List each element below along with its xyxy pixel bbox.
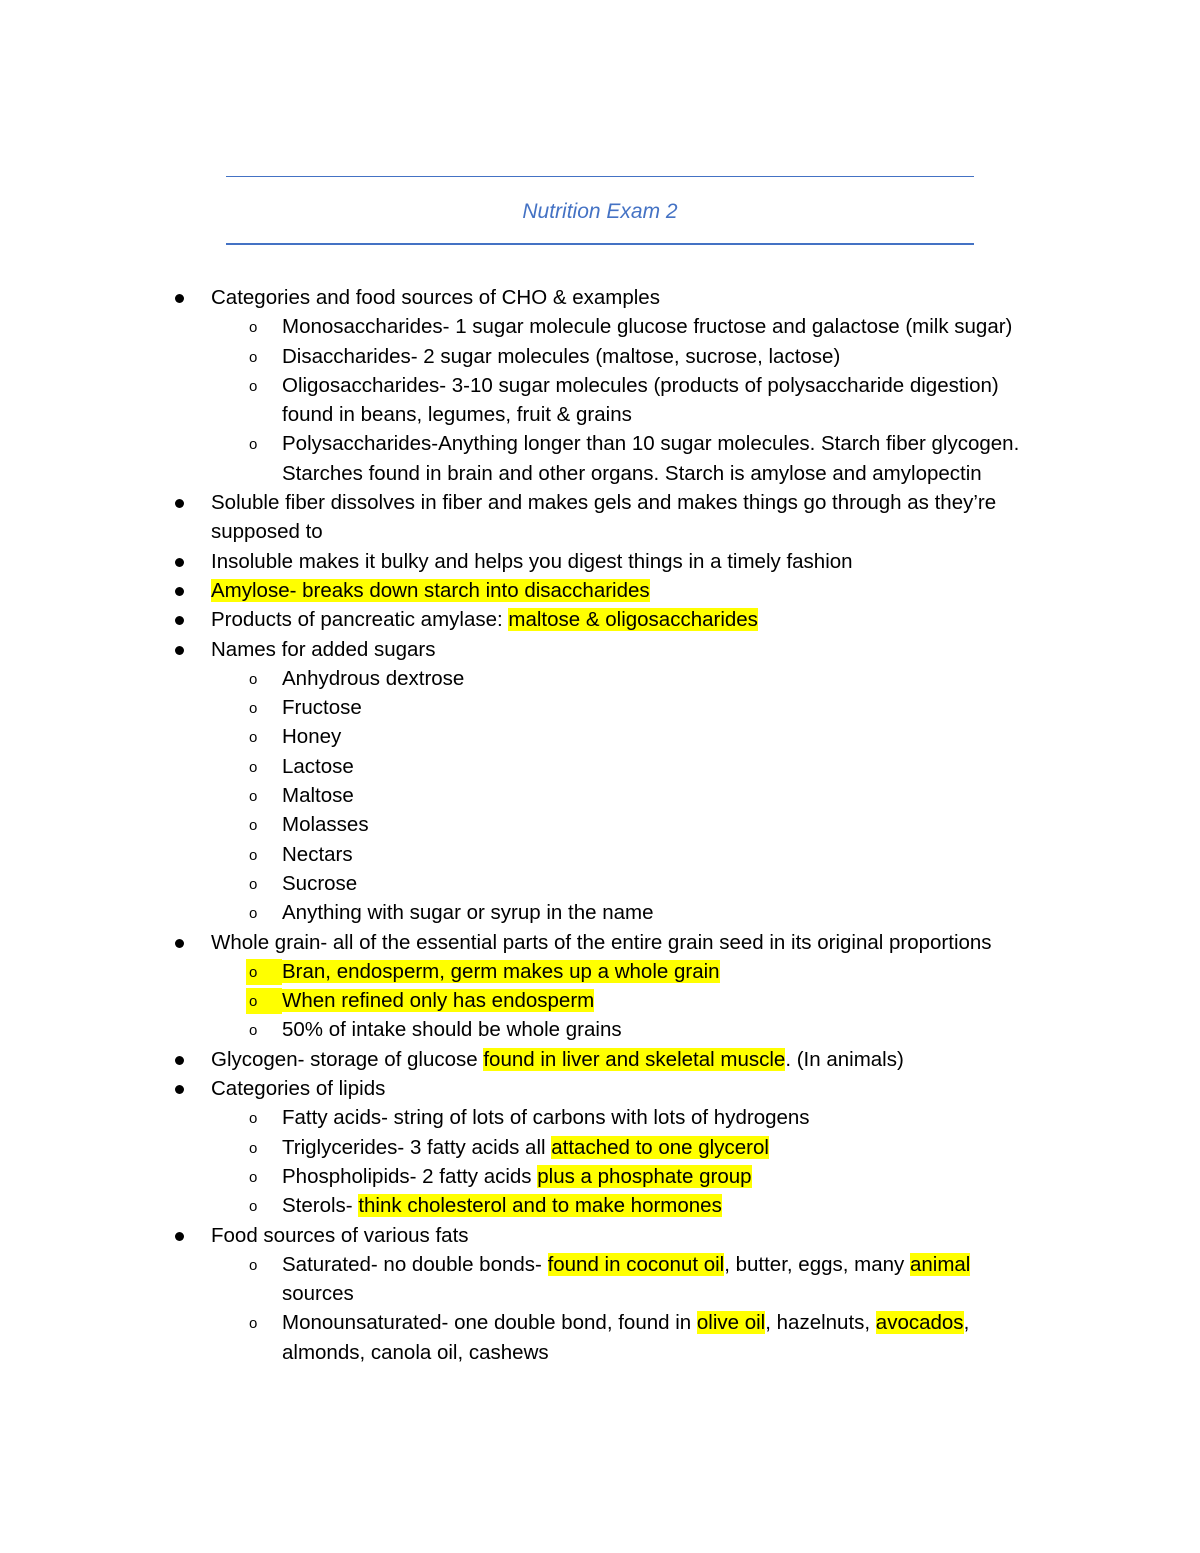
sub-bullet-icon: o [249,846,258,864]
bullet-icon [175,587,184,596]
sub-list-item: o Fructose [0,693,1200,722]
sub-bullet-icon: o [249,758,258,776]
highlighted-text: found in coconut oil [547,1252,725,1276]
sub-list-item: o Lactose [0,752,1200,781]
sub-bullet-icon: o [249,993,258,1011]
sub-list-item: o Monounsaturated- one double bond, found in olive oil, hazelnuts, avocados, [0,1308,1200,1337]
bullet-icon [175,1085,184,1094]
sub-bullet-icon: o [249,319,258,337]
highlighted-text: think cholesterol and to make hormones [358,1194,722,1218]
bullet-icon [175,616,184,625]
document-title: Nutrition Exam 2 [522,200,678,223]
sub-bullet-icon: o [249,700,258,718]
sub-list-item-continuation: Starches found in brain and other organs. Starch is amylose and amylopectin [282,461,982,485]
highlighted-text: maltose & oligosaccharides [508,608,758,632]
sub-list-item: o Monosaccharides- 1 sugar molecule glucose fructose and galactose (milk sugar) [0,312,1200,341]
sub-bullet-icon: o [249,905,258,923]
notes-list [0,283,1200,1367]
list-item: Insoluble makes it bulky and helps you digest things in a timely fashion [0,547,1200,576]
sub-bullet-icon: o [249,1256,258,1274]
sub-list-item-continuation: found in beans, legumes, fruit & grains [282,403,632,427]
sub-list-item: o Sterols- think cholesterol and to make hormones [0,1191,1200,1220]
sub-bullet-icon: o [249,348,258,366]
bullet-icon [175,939,184,948]
bullet-icon [175,294,184,303]
sub-list-item: o Saturated- no double bonds- found in coconut oil, butter, eggs, many animal [0,1250,1200,1279]
sub-list-item: o Honey [0,722,1200,751]
list-item: Names for added sugars [0,635,1200,664]
bullet-icon [175,499,184,508]
highlighted-text: attached to one glycerol [551,1135,769,1159]
sub-bullet-icon: o [249,1110,258,1128]
sub-list-item: o 50% of intake should be whole grains [0,1015,1200,1044]
sub-bullet-icon: o [249,1139,258,1157]
sub-list-item: o Maltose [0,781,1200,810]
sub-bullet-icon: o [249,963,258,981]
sub-bullet-icon: o [249,1022,258,1040]
bullet-icon [175,1056,184,1065]
highlighted-text: plus a phosphate group [537,1164,752,1188]
title-top-rule [226,176,974,177]
sub-list-item: o Disaccharides- 2 sugar molecules (maltose, sucrose, lactose) [0,342,1200,371]
highlighted-text: found in liver and skeletal muscle [483,1047,786,1071]
highlighted-text: avocados [875,1311,964,1335]
sub-list-item: o Molasses [0,810,1200,839]
sub-list-item: o Anhydrous dextrose [0,664,1200,693]
sub-list-item: o Phospholipids- 2 fatty acids plus a phosphate group [0,1162,1200,1191]
sub-list-item: o Nectars [0,840,1200,869]
sub-bullet-icon: o [249,436,258,454]
sub-bullet-icon: o [249,875,258,893]
bullet-icon [175,558,184,567]
sub-list-item-continuation: sources [282,1282,354,1306]
sub-bullet-icon: o [249,377,258,395]
sub-list-item [0,957,1200,986]
sub-bullet-icon: o [249,729,258,747]
sub-bullet-icon: o [249,817,258,835]
sub-bullet-icon: o [249,1168,258,1186]
highlighted-text: Amylose- breaks down starch into disaccharides [211,578,650,602]
list-item-continuation: supposed to [211,520,323,544]
sub-bullet-icon: o [249,1198,258,1216]
sub-list-item [0,986,1200,1015]
highlighted-text: When refined only has endosperm [282,989,595,1013]
bullet-icon [175,646,184,655]
sub-bullet-icon: o [249,670,258,688]
sub-list-item-continuation: almonds, canola oil, cashews [282,1340,549,1364]
highlighted-text: Bran, endosperm, germ makes up a whole grain [282,959,720,983]
list-item: Whole grain- all of the essential parts of the entire grain seed in its original proportions [0,928,1200,957]
list-item: Products of pancreatic amylase: maltose & oligosaccharides [0,605,1200,634]
title-bottom-rule [226,243,974,245]
highlighted-text: olive oil [696,1311,766,1335]
sub-list-item: o Sucrose [0,869,1200,898]
list-item: Soluble fiber dissolves in fiber and makes gels and makes things go through as they’re [0,488,1200,517]
list-item: Food sources of various fats [0,1221,1200,1250]
list-item [0,576,1200,605]
list-item: Categories of lipids [0,1074,1200,1103]
sub-bullet-icon: o [249,788,258,806]
sub-bullet-icon: o [249,1315,258,1333]
sub-list-item: o Polysaccharides-Anything longer than 10 sugar molecules. Starch fiber glycogen. [0,429,1200,458]
sub-list-item: o Fatty acids- string of lots of carbons with lots of hydrogens [0,1103,1200,1132]
list-item: Glycogen- storage of glucose found in liver and skeletal muscle. (In animals) [0,1045,1200,1074]
list-item: Categories and food sources of CHO & examples [0,283,1200,312]
bullet-icon [175,1232,184,1241]
sub-list-item: o Triglycerides- 3 fatty acids all attached to one glycerol [0,1133,1200,1162]
highlighted-text: animal [909,1252,971,1276]
sub-list-item: o Oligosaccharides- 3-10 sugar molecules (products of polysaccharide digestion) [0,371,1200,400]
sub-list-item: o Anything with sugar or syrup in the name [0,898,1200,927]
